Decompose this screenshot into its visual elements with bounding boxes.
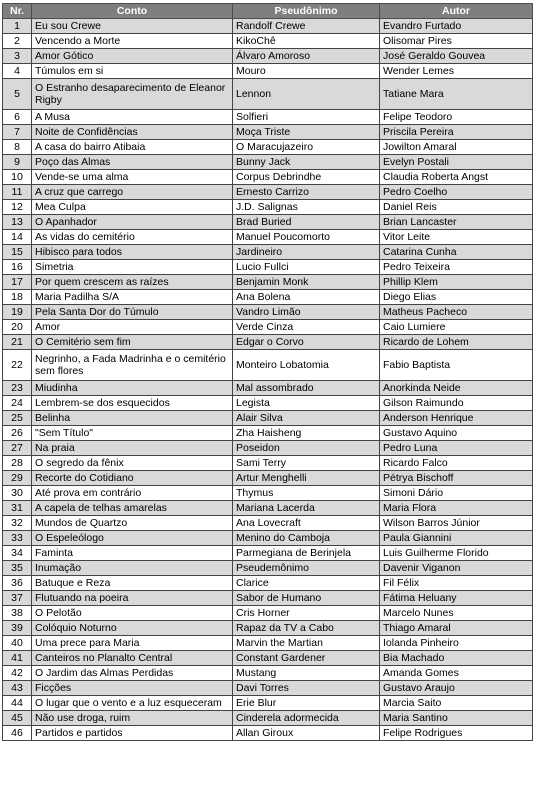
cell-autor[interactable]: Simoni Dário — [380, 486, 533, 501]
cell-nr[interactable]: 36 — [3, 576, 32, 591]
cell-conto[interactable]: Eu sou Crewe — [32, 19, 233, 34]
cell-autor[interactable]: Fátima Heluany — [380, 591, 533, 606]
cell-pseudonimo[interactable]: Erie Blur — [233, 696, 380, 711]
cell-nr[interactable]: 19 — [3, 305, 32, 320]
cell-pseudonimo[interactable]: Manuel Poucomorto — [233, 230, 380, 245]
cell-conto[interactable]: Simetria — [32, 260, 233, 275]
table-row — [3, 486, 533, 501]
header-row — [3, 4, 533, 19]
cell-pseudonimo[interactable]: Thymus — [233, 486, 380, 501]
cell-conto[interactable]: Pela Santa Dor do Túmulo — [32, 305, 233, 320]
cell-nr[interactable]: 18 — [3, 290, 32, 305]
table-row — [3, 185, 533, 200]
cell-autor[interactable]: Phillip Klem — [380, 275, 533, 290]
cell-pseudonimo[interactable]: Lennon — [233, 79, 380, 110]
cell-nr[interactable]: 45 — [3, 711, 32, 726]
cell-nr[interactable]: 32 — [3, 516, 32, 531]
cell-conto[interactable]: A capela de telhas amarelas — [32, 501, 233, 516]
cell-nr[interactable]: 4 — [3, 64, 32, 79]
cell-autor[interactable]: Maria Santino — [380, 711, 533, 726]
cell-autor[interactable]: Marcia Saito — [380, 696, 533, 711]
cell-pseudonimo[interactable]: Parmegiana de Berinjela — [233, 546, 380, 561]
cell-autor[interactable]: Gustavo Araujo — [380, 681, 533, 696]
cell-conto[interactable]: Mundos de Quartzo — [32, 516, 233, 531]
cell-pseudonimo[interactable]: Alair Silva — [233, 411, 380, 426]
table-row — [3, 561, 533, 576]
table-row — [3, 681, 533, 696]
table-row — [3, 350, 533, 381]
cell-conto[interactable]: Batuque e Reza — [32, 576, 233, 591]
cell-conto[interactable]: Mea Culpa — [32, 200, 233, 215]
cell-pseudonimo[interactable]: Vandro Limão — [233, 305, 380, 320]
cell-autor[interactable]: Amanda Gomes — [380, 666, 533, 681]
table-row — [3, 411, 533, 426]
cell-pseudonimo[interactable]: KikoChê — [233, 34, 380, 49]
cell-conto[interactable]: O Jardim das Almas Perdidas — [32, 666, 233, 681]
cell-pseudonimo[interactable]: Ana Bolena — [233, 290, 380, 305]
cell-pseudonimo[interactable]: Ernesto Carrizo — [233, 185, 380, 200]
cell-pseudonimo[interactable]: Solfieri — [233, 110, 380, 125]
cell-pseudonimo[interactable]: Cris Horner — [233, 606, 380, 621]
cell-autor[interactable]: Diego Elias — [380, 290, 533, 305]
cell-conto[interactable]: Hibisco para todos — [32, 245, 233, 260]
cell-conto[interactable]: Colóquio Noturno — [32, 621, 233, 636]
cell-pseudonimo[interactable]: Mustang — [233, 666, 380, 681]
cell-nr[interactable]: 27 — [3, 441, 32, 456]
table-row — [3, 426, 533, 441]
table-row — [3, 651, 533, 666]
cell-conto[interactable]: O Pelotão — [32, 606, 233, 621]
table-row — [3, 290, 533, 305]
cell-nr[interactable]: 31 — [3, 501, 32, 516]
cell-nr[interactable]: 43 — [3, 681, 32, 696]
cell-nr[interactable]: 21 — [3, 335, 32, 350]
cell-nr[interactable]: 5 — [3, 79, 32, 110]
cell-pseudonimo[interactable]: Mal assombrado — [233, 381, 380, 396]
cell-pseudonimo[interactable]: Mariana Lacerda — [233, 501, 380, 516]
cell-pseudonimo[interactable]: Artur Menghelli — [233, 471, 380, 486]
cell-pseudonimo[interactable]: J.D. Salignas — [233, 200, 380, 215]
cell-autor[interactable]: Luis Guilherme Florido — [380, 546, 533, 561]
table-row — [3, 471, 533, 486]
cell-conto[interactable]: A casa do bairro Atibaia — [32, 140, 233, 155]
cell-nr[interactable]: 17 — [3, 275, 32, 290]
table-row — [3, 155, 533, 170]
cell-conto[interactable]: Poço das Almas — [32, 155, 233, 170]
cell-autor[interactable]: Bia Machado — [380, 651, 533, 666]
cell-conto[interactable]: Amor Gótico — [32, 49, 233, 64]
cell-autor[interactable]: Claudia Roberta Angst — [380, 170, 533, 185]
cell-autor[interactable]: Felipe Teodoro — [380, 110, 533, 125]
table-row — [3, 34, 533, 49]
cell-autor[interactable]: Pétrya Bischoff — [380, 471, 533, 486]
cell-nr[interactable]: 22 — [3, 350, 32, 381]
cell-autor[interactable]: Ricardo de Lohem — [380, 335, 533, 350]
table-row — [3, 305, 533, 320]
table-row — [3, 531, 533, 546]
table-row — [3, 396, 533, 411]
cell-nr[interactable]: 26 — [3, 426, 32, 441]
cell-autor[interactable]: Ricardo Falco — [380, 456, 533, 471]
table-row — [3, 621, 533, 636]
table-row — [3, 260, 533, 275]
cell-pseudonimo[interactable]: Benjamin Monk — [233, 275, 380, 290]
table-row — [3, 215, 533, 230]
cell-pseudonimo[interactable]: Zha Haisheng — [233, 426, 380, 441]
cell-nr[interactable]: 8 — [3, 140, 32, 155]
table-row — [3, 125, 533, 140]
cell-pseudonimo[interactable]: Corpus Debrindhe — [233, 170, 380, 185]
cell-conto[interactable]: O Espeleólogo — [32, 531, 233, 546]
cell-pseudonimo[interactable]: Cinderela adormecida — [233, 711, 380, 726]
cell-conto[interactable]: A Musa — [32, 110, 233, 125]
table-row — [3, 245, 533, 260]
table-row — [3, 726, 533, 741]
cell-conto[interactable]: Vende-se uma alma — [32, 170, 233, 185]
cell-nr[interactable]: 34 — [3, 546, 32, 561]
cell-nr[interactable]: 29 — [3, 471, 32, 486]
table-row — [3, 666, 533, 681]
cell-autor[interactable]: Wilson Barros Júnior — [380, 516, 533, 531]
cell-nr[interactable]: 24 — [3, 396, 32, 411]
cell-autor[interactable]: Iolanda Pinheiro — [380, 636, 533, 651]
cell-autor[interactable]: Gilson Raimundo — [380, 396, 533, 411]
cell-conto[interactable]: Flutuando na poeira — [32, 591, 233, 606]
cell-autor[interactable]: Jowilton Amaral — [380, 140, 533, 155]
cell-nr[interactable]: 2 — [3, 34, 32, 49]
table-row — [3, 696, 533, 711]
cell-autor[interactable]: Thiago Amaral — [380, 621, 533, 636]
cell-nr[interactable]: 7 — [3, 125, 32, 140]
cell-autor[interactable]: Catarina Cunha — [380, 245, 533, 260]
cell-pseudonimo[interactable]: Brad Buried — [233, 215, 380, 230]
cell-nr[interactable]: 39 — [3, 621, 32, 636]
cell-autor[interactable]: Caio Lumiere — [380, 320, 533, 335]
cell-nr[interactable]: 23 — [3, 381, 32, 396]
cell-autor[interactable]: Daniel Reis — [380, 200, 533, 215]
cell-nr[interactable]: 6 — [3, 110, 32, 125]
table-row — [3, 576, 533, 591]
cell-nr[interactable]: 13 — [3, 215, 32, 230]
cell-pseudonimo[interactable]: Poseidon — [233, 441, 380, 456]
table-row — [3, 320, 533, 335]
cell-conto[interactable]: O lugar que o vento e a luz esqueceram — [32, 696, 233, 711]
cell-autor[interactable]: Felipe Rodrigues — [380, 726, 533, 741]
table-row — [3, 49, 533, 64]
cell-nr[interactable]: 20 — [3, 320, 32, 335]
cell-nr[interactable]: 46 — [3, 726, 32, 741]
cell-autor[interactable]: Fabio Baptista — [380, 350, 533, 381]
cell-autor[interactable]: Evelyn Postali — [380, 155, 533, 170]
cell-nr[interactable]: 41 — [3, 651, 32, 666]
cell-nr[interactable]: 44 — [3, 696, 32, 711]
table-row — [3, 170, 533, 185]
cell-conto[interactable]: Na praia — [32, 441, 233, 456]
cell-conto[interactable]: O Apanhador — [32, 215, 233, 230]
cell-conto[interactable]: Por quem crescem as raízes — [32, 275, 233, 290]
cell-conto[interactable]: "Sem Título" — [32, 426, 233, 441]
cell-conto[interactable]: Belinha — [32, 411, 233, 426]
cell-pseudonimo[interactable]: Clarice — [233, 576, 380, 591]
header-pseudonimo[interactable]: Pseudônimo — [233, 4, 380, 19]
table-row — [3, 711, 533, 726]
cell-conto[interactable]: Lembrem-se dos esquecidos — [32, 396, 233, 411]
header-conto[interactable]: Conto — [32, 4, 233, 19]
cell-pseudonimo[interactable]: Bunny Jack — [233, 155, 380, 170]
table-row — [3, 606, 533, 621]
table-row — [3, 200, 533, 215]
cell-autor[interactable]: Pedro Luna — [380, 441, 533, 456]
spreadsheet — [2, 3, 533, 741]
cell-conto[interactable]: Partidos e partidos — [32, 726, 233, 741]
cell-autor[interactable]: José Geraldo Gouvea — [380, 49, 533, 64]
cell-nr[interactable]: 37 — [3, 591, 32, 606]
table-row — [3, 335, 533, 350]
cell-conto[interactable]: Faminta — [32, 546, 233, 561]
cell-pseudonimo[interactable]: Constant Gardener — [233, 651, 380, 666]
cell-pseudonimo[interactable]: Davi Torres — [233, 681, 380, 696]
cell-autor[interactable]: Paula Giannini — [380, 531, 533, 546]
cell-nr[interactable]: 42 — [3, 666, 32, 681]
table-row — [3, 441, 533, 456]
cell-pseudonimo[interactable]: Marvin the Martian — [233, 636, 380, 651]
table-row — [3, 501, 533, 516]
cell-autor[interactable]: Matheus Pacheco — [380, 305, 533, 320]
header-autor[interactable]: Autor — [380, 4, 533, 19]
cell-nr[interactable]: 14 — [3, 230, 32, 245]
cell-pseudonimo[interactable]: Menino do Camboja — [233, 531, 380, 546]
cell-autor[interactable]: Pedro Coelho — [380, 185, 533, 200]
cell-nr[interactable]: 12 — [3, 200, 32, 215]
cell-pseudonimo[interactable]: Moça Triste — [233, 125, 380, 140]
cell-pseudonimo[interactable]: Lucio Fullci — [233, 260, 380, 275]
cell-nr[interactable]: 28 — [3, 456, 32, 471]
header-nr[interactable]: Nr. — [3, 4, 32, 19]
cell-autor[interactable]: Vitor Leite — [380, 230, 533, 245]
cell-conto[interactable]: Recorte do Cotidiano — [32, 471, 233, 486]
table-row — [3, 79, 533, 110]
table-row — [3, 546, 533, 561]
table-row — [3, 381, 533, 396]
cell-conto[interactable]: Até prova em contrário — [32, 486, 233, 501]
cell-conto[interactable]: Ficções — [32, 681, 233, 696]
cell-conto[interactable]: Uma prece para Maria — [32, 636, 233, 651]
cell-pseudonimo[interactable]: Allan Giroux — [233, 726, 380, 741]
cell-autor[interactable]: Pedro Teixeira — [380, 260, 533, 275]
cell-pseudonimo[interactable]: Rapaz da TV a Cabo — [233, 621, 380, 636]
cell-conto[interactable]: O Cemitério sem fim — [32, 335, 233, 350]
cell-conto[interactable]: Negrinho, a Fada Madrinha e o cemitério sem flores — [32, 350, 233, 381]
table-row — [3, 456, 533, 471]
cell-nr[interactable]: 25 — [3, 411, 32, 426]
cell-pseudonimo[interactable]: Jardineiro — [233, 245, 380, 260]
table-row — [3, 19, 533, 34]
cell-autor[interactable]: Gustavo Aquino — [380, 426, 533, 441]
cell-pseudonimo[interactable]: Mouro — [233, 64, 380, 79]
cell-conto[interactable]: Noite de Confidências — [32, 125, 233, 140]
cell-autor[interactable]: Evandro Furtado — [380, 19, 533, 34]
cell-nr[interactable]: 30 — [3, 486, 32, 501]
cell-pseudonimo[interactable]: Verde Cinza — [233, 320, 380, 335]
cell-pseudonimo[interactable]: Sami Terry — [233, 456, 380, 471]
cell-autor[interactable]: Marcelo Nunes — [380, 606, 533, 621]
cell-nr[interactable]: 10 — [3, 170, 32, 185]
cell-conto[interactable]: Canteiros no Planalto Central — [32, 651, 233, 666]
cell-conto[interactable]: Vencendo a Morte — [32, 34, 233, 49]
cell-autor[interactable]: Priscila Pereira — [380, 125, 533, 140]
cell-autor[interactable]: Anderson Henrique — [380, 411, 533, 426]
table-row — [3, 591, 533, 606]
cell-nr[interactable]: 16 — [3, 260, 32, 275]
cell-conto[interactable]: O segredo da fênix — [32, 456, 233, 471]
cell-pseudonimo[interactable]: Randolf Crewe — [233, 19, 380, 34]
cell-nr[interactable]: 15 — [3, 245, 32, 260]
cell-conto[interactable]: O Estranho desaparecimento de Eleanor Rigby — [32, 79, 233, 110]
cell-autor[interactable]: Olisomar Pires — [380, 34, 533, 49]
cell-pseudonimo[interactable]: Álvaro Amoroso — [233, 49, 380, 64]
cell-pseudonimo[interactable]: Legista — [233, 396, 380, 411]
cell-nr[interactable]: 33 — [3, 531, 32, 546]
cell-conto[interactable]: Miudinha — [32, 381, 233, 396]
cell-nr[interactable]: 38 — [3, 606, 32, 621]
cell-nr[interactable]: 40 — [3, 636, 32, 651]
contos-table — [2, 3, 533, 741]
cell-conto[interactable]: Túmulos em si — [32, 64, 233, 79]
cell-autor[interactable]: Brian Lancaster — [380, 215, 533, 230]
cell-conto[interactable]: A cruz que carrego — [32, 185, 233, 200]
cell-nr[interactable]: 3 — [3, 49, 32, 64]
table-row — [3, 636, 533, 651]
table-row — [3, 110, 533, 125]
table-row — [3, 275, 533, 290]
cell-pseudonimo[interactable]: Monteiro Lobatomia — [233, 350, 380, 381]
cell-conto[interactable]: Maria Padilha S/A — [32, 290, 233, 305]
cell-autor[interactable]: Tatiane Mara — [380, 79, 533, 110]
cell-pseudonimo[interactable]: Sabor de Humano — [233, 591, 380, 606]
cell-autor[interactable]: Anorkinda Neide — [380, 381, 533, 396]
cell-conto[interactable]: Não use droga, ruim — [32, 711, 233, 726]
cell-pseudonimo[interactable]: Ana Lovecraft — [233, 516, 380, 531]
cell-conto[interactable]: Inumação — [32, 561, 233, 576]
cell-autor[interactable]: Fil Félix — [380, 576, 533, 591]
cell-pseudonimo[interactable]: Pseudemônimo — [233, 561, 380, 576]
cell-nr[interactable]: 9 — [3, 155, 32, 170]
cell-conto[interactable]: As vidas do cemitério — [32, 230, 233, 245]
cell-conto[interactable]: Amor — [32, 320, 233, 335]
cell-autor[interactable]: Maria Flora — [380, 501, 533, 516]
table-row — [3, 64, 533, 79]
cell-autor[interactable]: Wender Lemes — [380, 64, 533, 79]
table-row — [3, 230, 533, 245]
cell-nr[interactable]: 1 — [3, 19, 32, 34]
table-row — [3, 140, 533, 155]
cell-pseudonimo[interactable]: Edgar o Corvo — [233, 335, 380, 350]
cell-nr[interactable]: 11 — [3, 185, 32, 200]
table-row — [3, 516, 533, 531]
cell-nr[interactable]: 35 — [3, 561, 32, 576]
cell-autor[interactable]: Davenir Viganon — [380, 561, 533, 576]
cell-pseudonimo[interactable]: O Maracujazeiro — [233, 140, 380, 155]
